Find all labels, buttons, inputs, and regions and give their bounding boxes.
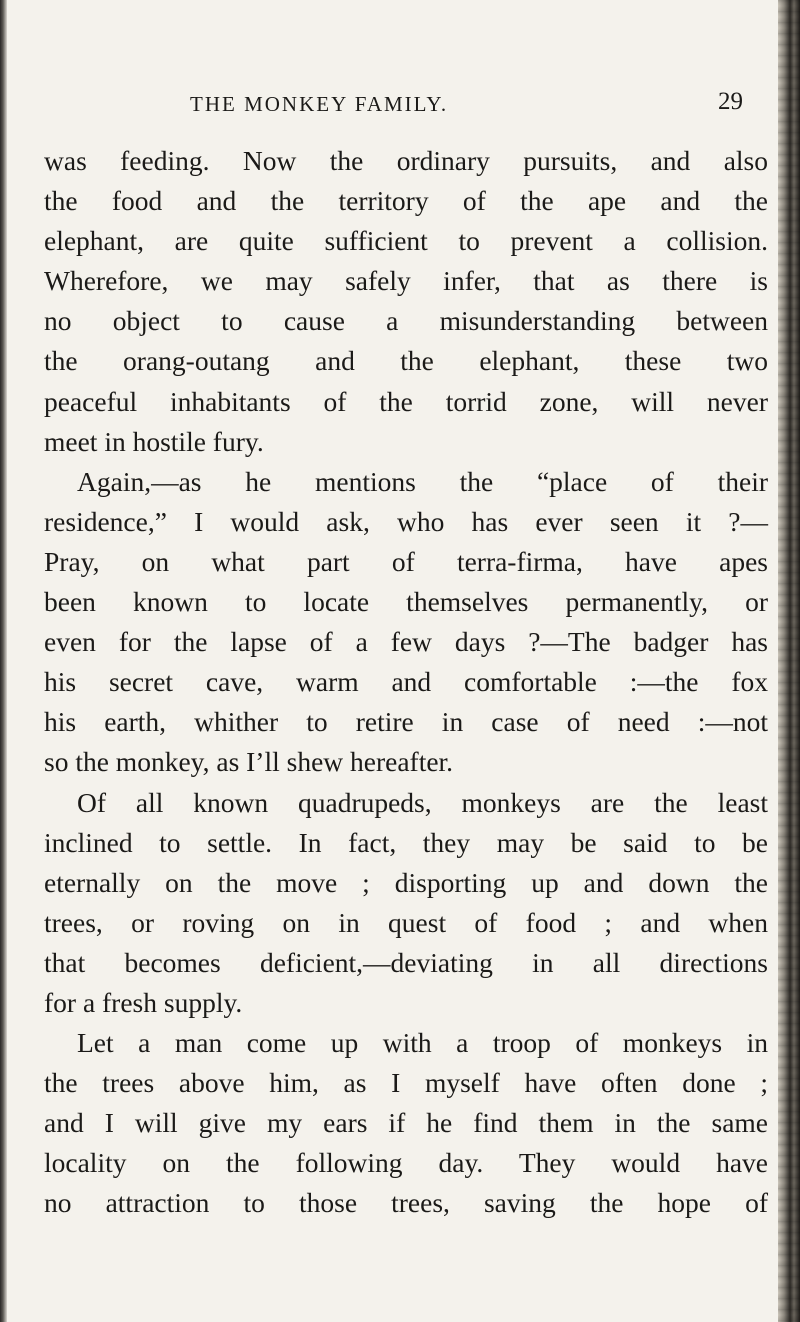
text-line: Of all known quadrupeds, monkeys are the least — [77, 786, 768, 818]
text-line: meet in hostile fury. — [44, 425, 264, 457]
text-line: his secret cave, warm and comfortable :—the fox — [44, 666, 768, 698]
text-line: trees, or roving on in quest of food ; and when — [44, 906, 768, 938]
text-line: even for the lapse of a few days ?—The badger has — [44, 626, 768, 658]
page-header — [0, 82, 800, 122]
text-line: locality on the following day. They would have — [44, 1147, 768, 1179]
text-line: the trees above him, as I myself have often done ; — [44, 1067, 768, 1099]
page-left-edge — [0, 0, 7, 1322]
text-line: and I will give my ears if he find them in the same — [44, 1107, 768, 1139]
text-line: his earth, whither to retire in case of need :—not — [44, 706, 768, 738]
text-line: Pray, on what part of terra-firma, have apes — [44, 545, 768, 577]
text-line: eternally on the move ; disporting up and down the — [44, 866, 768, 898]
text-line: the orang-outang and the elephant, these two — [44, 345, 768, 377]
book-spine-edge — [778, 0, 800, 1322]
text-line: the food and the territory of the ape and the — [44, 185, 768, 217]
text-line: inclined to settle. In fact, they may be said to be — [44, 826, 768, 858]
text-line: that becomes deficient,—deviating in all directions — [44, 946, 768, 978]
text-line: elephant, are quite sufficient to prevent a collision. — [44, 225, 768, 257]
running-head: THE MONKEY FAMILY. — [190, 92, 449, 116]
text-line: peaceful inhabitants of the torrid zone, will never — [44, 385, 768, 417]
page-number: 29 — [718, 88, 743, 115]
text-line: been known to locate themselves permanently, or — [44, 586, 768, 618]
text-line: no object to cause a misunderstanding between — [44, 305, 768, 337]
text-line: residence,” I would ask, who has ever seen it ?— — [44, 505, 768, 537]
text-line: Let a man come up with a troop of monkeys in — [77, 1027, 768, 1059]
text-line: Again,—as he mentions the “place of their — [77, 465, 768, 497]
text-line: so the monkey, as I’ll shew hereafter. — [44, 746, 454, 778]
text-line: Wherefore, we may safely infer, that as there is — [44, 265, 768, 297]
text-line: was feeding. Now the ordinary pursuits, and also — [44, 145, 768, 176]
body-text — [44, 141, 768, 1224]
text-line: for a fresh supply. — [44, 986, 243, 1018]
text-line: no attraction to those trees, saving the hope of — [44, 1187, 768, 1219]
